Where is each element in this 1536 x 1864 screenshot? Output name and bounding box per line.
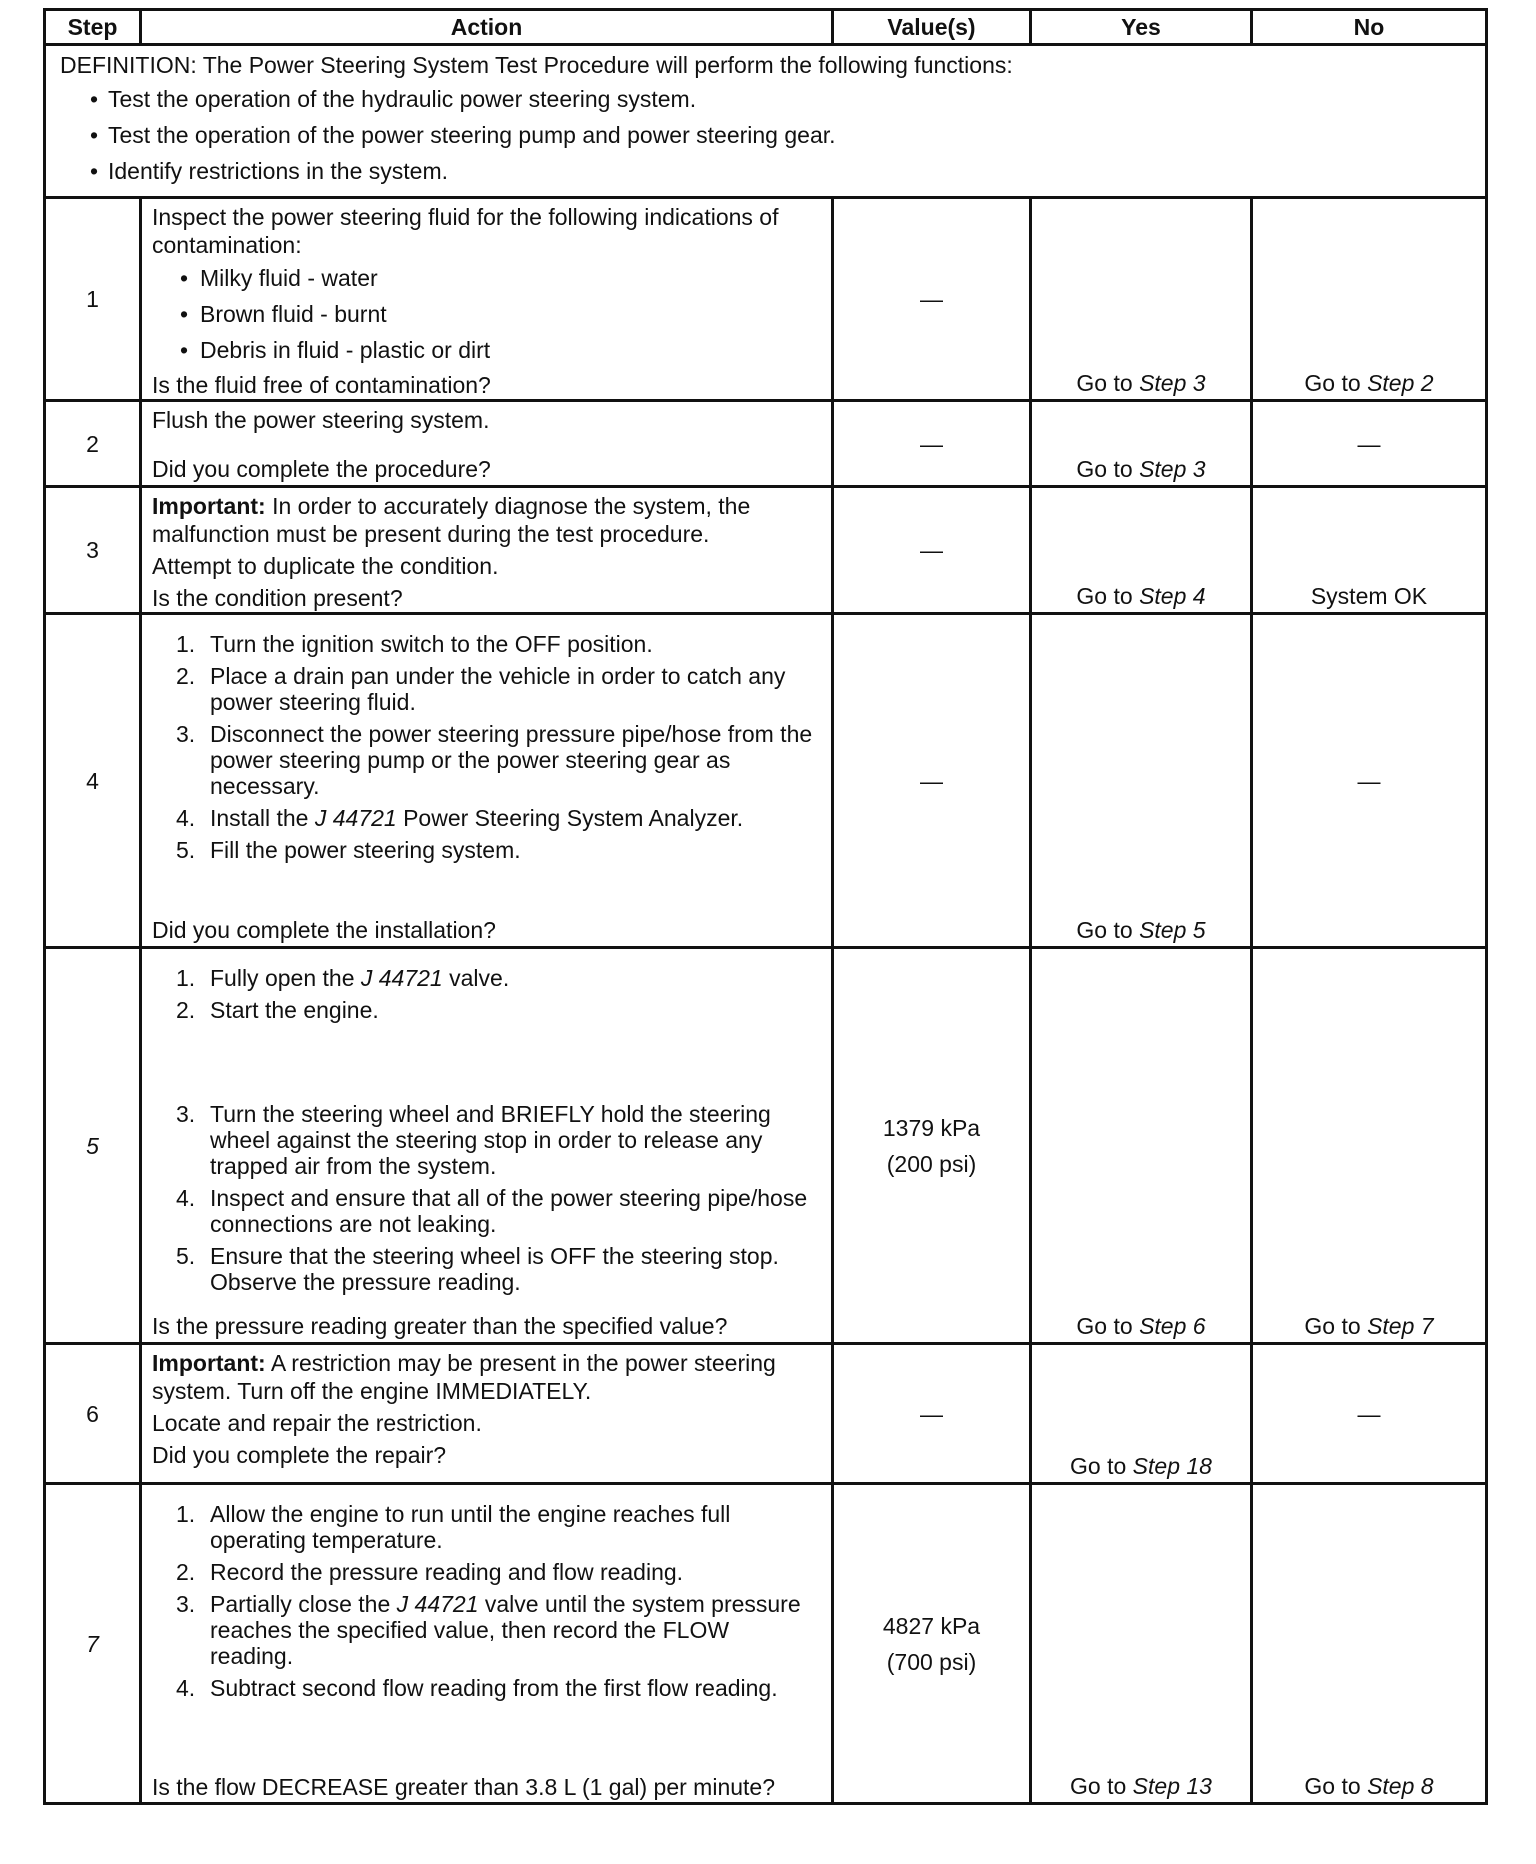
- instruction-item: 4. Inspect and ensure that all of the power steering pipe/hose connections are not leaking.: [176, 1185, 808, 1237]
- instruction-item: 3. Turn the steering wheel and BRIEFLY hold the steering wheel against the steering stop in order to release any trapped air from the system.: [176, 1101, 771, 1179]
- header-no: No: [1252, 10, 1487, 45]
- action-cell: [141, 487, 833, 614]
- instruction-item: 1. Fully open the J 44721 valve.: [176, 965, 510, 991]
- step-number: 2: [45, 401, 141, 487]
- yes-step-link[interactable]: Step 18: [1132, 1453, 1212, 1479]
- value-psi: (200 psi): [886, 1150, 977, 1177]
- no-cell: [1252, 401, 1487, 487]
- value-cell: [833, 1344, 1031, 1484]
- action-question: Did you complete the procedure?: [152, 456, 491, 482]
- no-cell: Go to Step 8: [1252, 1484, 1487, 1804]
- value-psi: (700 psi): [886, 1648, 977, 1675]
- yes-cell: Go to Step 5: [1031, 614, 1252, 948]
- no-text: —: [1357, 1400, 1381, 1427]
- no-text: —: [1357, 767, 1381, 794]
- instruction-item: 3. Disconnect the power steering pressure pipe/hose from the power steering pump or the power steering gear as necessary.: [176, 721, 813, 799]
- yes-step-link[interactable]: Step 13: [1132, 1773, 1212, 1799]
- action-question: Is the pressure reading greater than the specified value?: [152, 1313, 728, 1339]
- yes-step-link[interactable]: Step 3: [1139, 456, 1206, 482]
- value-text: —: [920, 286, 943, 312]
- definition-row: [45, 45, 1487, 198]
- important-label: Important:: [152, 493, 266, 519]
- instruction-item: 3. Partially close the J 44721 valve until the system pressure reaches the specified value, then record the FLOW reading.: [176, 1591, 801, 1669]
- header-yes: Yes: [1031, 10, 1252, 45]
- no-cell: [1252, 487, 1487, 614]
- instruction-item: 5. Ensure that the steering wheel is OFF the steering stop. Observe the pressure reading.: [176, 1243, 779, 1295]
- important-text: A restriction may be present in the power steering system. Turn off the engine IMMEDIATELY.: [152, 1350, 776, 1404]
- tool-reference: J 44721: [314, 805, 397, 831]
- value-text: —: [920, 1400, 943, 1427]
- tool-reference: J 44721: [360, 965, 443, 991]
- yes-step-link[interactable]: Step 6: [1139, 1313, 1206, 1339]
- instruction-item: 2. Start the engine.: [176, 997, 379, 1023]
- no-cell: [1252, 1344, 1487, 1484]
- step-row-6: [45, 1344, 1487, 1484]
- step-number: 1: [45, 198, 141, 401]
- header-row: [45, 10, 1487, 45]
- action-cell: [141, 614, 833, 948]
- yes-cell: Go to Step 3: [1031, 198, 1252, 401]
- header-step: Step: [45, 10, 141, 45]
- no-step-link[interactable]: Step 8: [1367, 1773, 1434, 1799]
- step-number: 5: [45, 948, 141, 1344]
- no-text: —: [1357, 430, 1381, 457]
- action-intro: Inspect the power steering fluid for the following indications of contamination:: [152, 204, 779, 258]
- instruction-list: [152, 1501, 817, 1701]
- yes-step-link[interactable]: Step 3: [1139, 370, 1206, 396]
- definition-item: • Identify restrictions in the system.: [60, 156, 1471, 192]
- yes-cell: Go to Step 3: [1031, 401, 1252, 487]
- yes-step-link[interactable]: Step 5: [1139, 917, 1206, 943]
- important-note: [152, 1349, 817, 1405]
- instruction-list: [152, 965, 817, 1295]
- step-number: 6: [45, 1344, 141, 1484]
- definition-list: [60, 84, 1471, 192]
- action-question: Is the fluid free of contamination?: [152, 372, 491, 398]
- instruction-item: 1. Turn the ignition switch to the OFF position.: [176, 631, 653, 657]
- action-question: Is the condition present?: [152, 585, 403, 611]
- yes-cell: Go to Step 13: [1031, 1484, 1252, 1804]
- procedure-sheet: [43, 8, 1485, 1805]
- action-cell: [141, 1344, 833, 1484]
- step-number: 4: [45, 614, 141, 948]
- action-cell: [141, 401, 833, 487]
- action-cell: [141, 1484, 833, 1804]
- step-number: 7: [45, 1484, 141, 1804]
- action-question: Did you complete the installation?: [152, 917, 496, 943]
- definition-item: • Test the operation of the hydraulic power steering system.: [60, 84, 1471, 120]
- no-cell: [1252, 614, 1487, 948]
- value-cell: [833, 401, 1031, 487]
- yes-cell: Go to Step 18: [1031, 1344, 1252, 1484]
- no-step-link[interactable]: Step 7: [1367, 1313, 1434, 1339]
- action-text: Flush the power steering system.: [152, 407, 490, 433]
- step-row-7: [45, 1484, 1487, 1804]
- instruction-item: 2. Record the pressure reading and flow reading.: [176, 1559, 684, 1585]
- value-text: —: [920, 430, 943, 457]
- yes-cell: Go to Step 6: [1031, 948, 1252, 1344]
- definition-text: DEFINITION: The Power Steering System Test Procedure will perform the following functions:: [60, 52, 1013, 78]
- instruction-item: 5. Fill the power steering system.: [176, 837, 521, 863]
- contamination-item: • Debris in fluid - plastic or dirt: [152, 335, 817, 371]
- value-text: —: [920, 537, 943, 563]
- contamination-item: • Brown fluid - burnt: [152, 299, 817, 335]
- yes-cell: Go to Step 4: [1031, 487, 1252, 614]
- definition-item: • Test the operation of the power steering pump and power steering gear.: [60, 120, 1471, 156]
- diagnostic-table: [43, 8, 1488, 1805]
- action-cell: [141, 198, 833, 401]
- action-text: Attempt to duplicate the condition.: [152, 553, 499, 579]
- important-text: In order to accurately diagnose the system, the malfunction must be present during the test procedure.: [152, 493, 751, 547]
- important-note: [152, 492, 817, 548]
- step-row-2: [45, 401, 1487, 487]
- step-row-5: [45, 948, 1487, 1344]
- instruction-item: 2. Place a drain pan under the vehicle in order to catch any power steering fluid.: [176, 663, 786, 715]
- header-values: Value(s): [833, 10, 1031, 45]
- contamination-item: • Milky fluid - water: [152, 263, 817, 299]
- value-kpa: 4827 kPa: [882, 1612, 981, 1639]
- instruction-item: 4. Subtract second flow reading from the first flow reading.: [176, 1675, 778, 1701]
- no-text: System OK: [1310, 583, 1428, 609]
- instruction-list: [152, 631, 817, 863]
- step-row-4: [45, 614, 1487, 948]
- value-kpa: 1379 kPa: [882, 1114, 981, 1141]
- action-text: Locate and repair the restriction.: [152, 1410, 482, 1436]
- no-step-link[interactable]: Step 2: [1367, 370, 1434, 396]
- value-cell: [833, 487, 1031, 614]
- tool-reference: J 44721: [396, 1591, 479, 1617]
- step-number: 3: [45, 487, 141, 614]
- no-cell: Go to Step 2: [1252, 198, 1487, 401]
- step-row-1: [45, 198, 1487, 401]
- action-cell: [141, 948, 833, 1344]
- action-question: Did you complete the repair?: [152, 1442, 447, 1468]
- value-cell: [833, 1484, 1031, 1804]
- header-action: Action: [141, 10, 833, 45]
- value-cell: [833, 948, 1031, 1344]
- value-cell: [833, 198, 1031, 401]
- definition-cell: [45, 45, 1487, 198]
- action-question: Is the flow DECREASE greater than 3.8 L (1 gal) per minute?: [152, 1774, 776, 1800]
- value-text: —: [920, 767, 943, 794]
- no-cell: Go to Step 7: [1252, 948, 1487, 1344]
- instruction-item: 4. Install the J 44721 Power Steering System Analyzer.: [176, 805, 744, 831]
- step-row-3: [45, 487, 1487, 614]
- yes-step-link[interactable]: Step 4: [1139, 583, 1206, 609]
- important-label: Important:: [152, 1350, 266, 1376]
- contamination-list: [152, 263, 817, 371]
- instruction-item: 1. Allow the engine to run until the engine reaches full operating temperature.: [176, 1501, 731, 1553]
- value-cell: [833, 614, 1031, 948]
